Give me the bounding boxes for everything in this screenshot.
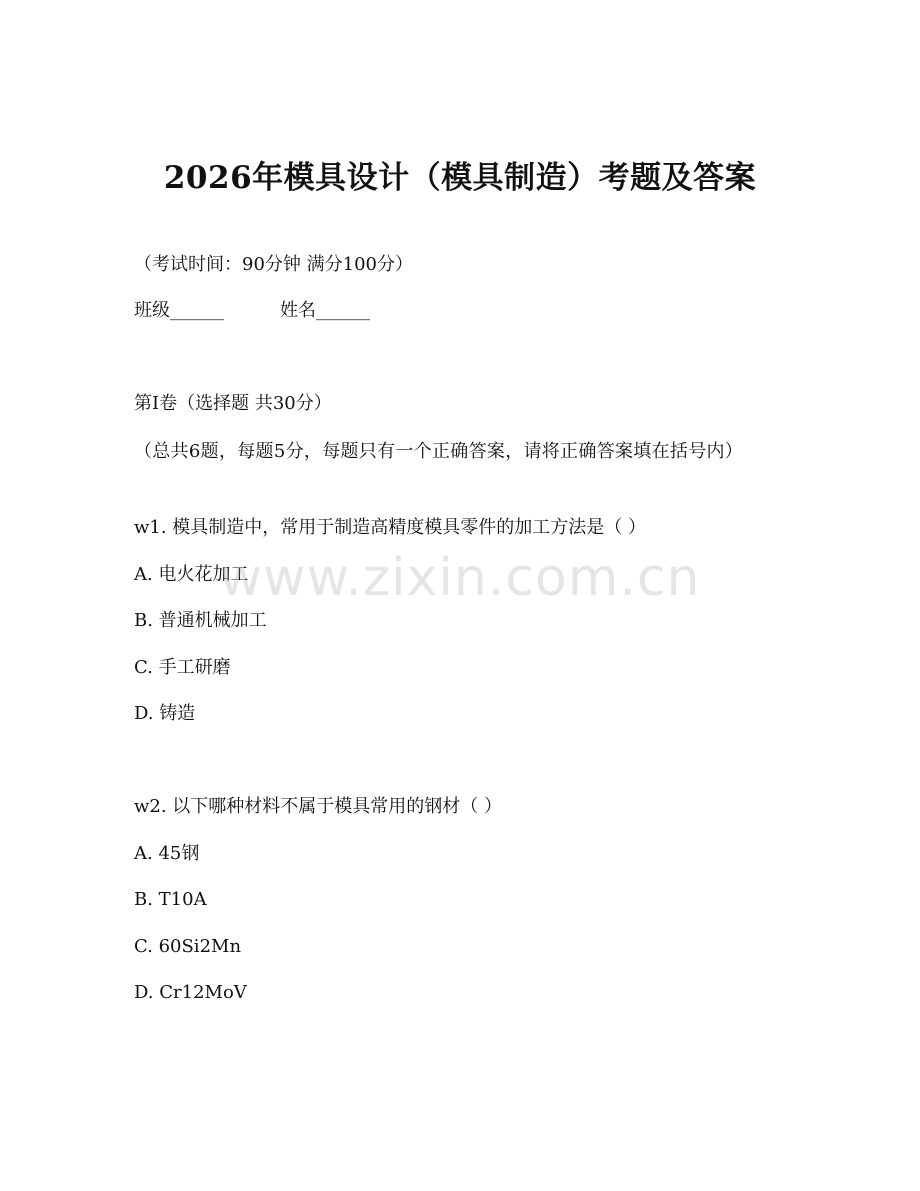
name-field-label: 姓名______ xyxy=(280,300,370,321)
document-title: 2026年模具设计（模具制造）考题及答案 xyxy=(163,160,757,196)
question-1-option-a: A. 电火花加工 xyxy=(134,564,249,585)
question-2-option-a: A. 45钢 xyxy=(134,843,200,864)
section-title: 第I卷（选择题 共30分） xyxy=(134,393,332,414)
question-2-stem: w2. 以下哪种材料不属于模具常用的钢材（ ） xyxy=(134,796,503,817)
question-1-option-c: C. 手工研磨 xyxy=(134,657,231,678)
question-2-option-b: B. T10A xyxy=(134,889,207,910)
question-2-option-c: C. 60Si2Mn xyxy=(134,936,242,957)
watermark: www.zixin.com.cn xyxy=(219,548,701,608)
question-1-option-d: D. 铸造 xyxy=(134,703,196,724)
class-field-label: 班级______ xyxy=(134,300,224,321)
exam-info: （考试时间：90分钟 满分100分） xyxy=(134,254,413,275)
instructions: （总共6题，每题5分，每题只有一个正确答案，请将正确答案填在括号内） xyxy=(134,441,744,462)
student-info-row xyxy=(134,298,370,324)
question-2-option-d: D. Cr12MoV xyxy=(134,982,247,1003)
question-1-option-b: B. 普通机械加工 xyxy=(134,610,267,631)
question-1-stem: w1. 模具制造中，常用于制造高精度模具零件的加工方法是（ ） xyxy=(134,517,647,538)
